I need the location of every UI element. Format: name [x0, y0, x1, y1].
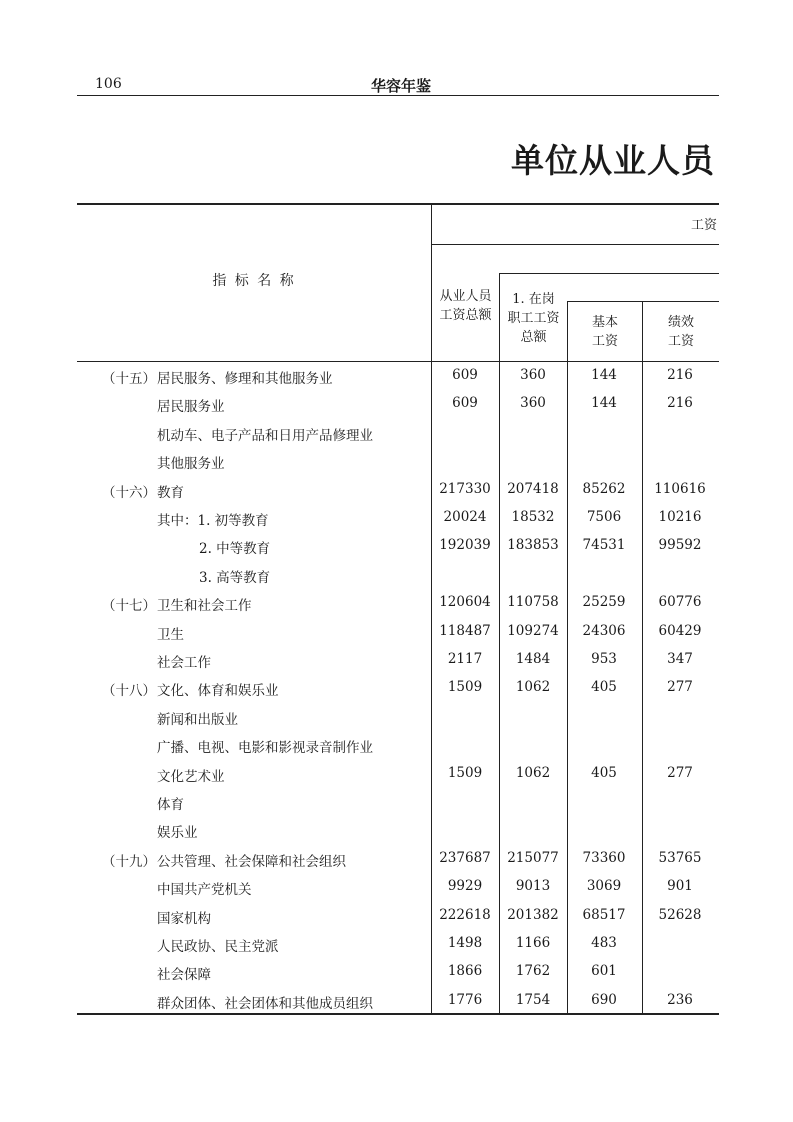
performance-wage-cell: 216 — [667, 367, 693, 383]
onpost-wage-cell: 109274 — [507, 623, 559, 639]
row-label: 新闻和出版业 — [157, 712, 238, 728]
total-wage-cell: 192039 — [439, 537, 491, 553]
row-prefix: （十六） — [102, 485, 156, 501]
performance-wage-cell: 99592 — [658, 537, 702, 553]
row-label: 2. 中等教育 — [199, 541, 271, 557]
page-title: 单位从业人员 — [511, 141, 715, 180]
total-wage-cell: 1776 — [447, 992, 483, 1008]
total-wage-cell: 217330 — [439, 481, 491, 497]
row-label: 其中：1. 初等教育 — [157, 513, 269, 529]
performance-wage-header — [643, 313, 719, 351]
row-label: 3. 高等教育 — [199, 570, 271, 586]
performance-wage-cell: 10216 — [658, 509, 702, 525]
row-label: 卫生 — [157, 627, 184, 643]
basic-wage-cell: 601 — [591, 963, 617, 979]
vrule-4 — [642, 301, 643, 1013]
row-label: 教育 — [157, 485, 184, 501]
performance-wage-cell: 110616 — [654, 481, 706, 497]
row-label: 人民政协、民主党派 — [157, 939, 279, 955]
basic-wage-cell: 405 — [591, 679, 617, 695]
performance-wage-cell: 347 — [667, 651, 693, 667]
basic-wage-header — [568, 313, 642, 351]
row-label: 卫生和社会工作 — [157, 598, 252, 614]
total-wage-cell: 2117 — [447, 651, 483, 667]
row-label: 中国共产党机关 — [157, 882, 252, 898]
total-wage-cell: 20024 — [443, 509, 487, 525]
basic-wage-cell: 74531 — [582, 537, 626, 553]
basic-wage-cell: 24306 — [582, 623, 626, 639]
onpost-wage-cell: 110758 — [507, 594, 559, 610]
row-prefix: （十七） — [102, 598, 156, 614]
basic-wage-cell: 405 — [591, 765, 617, 781]
total-wage-header-line-1: 从业人员 — [439, 289, 492, 304]
total-wage-cell: 237687 — [439, 850, 491, 866]
basic-wage-header-line-1: 基本 — [591, 315, 618, 330]
row-label: 社会工作 — [157, 655, 211, 671]
onpost-wage-cell: 1062 — [515, 765, 551, 781]
performance-wage-cell: 60776 — [658, 594, 702, 610]
onpost-wage-cell: 360 — [520, 395, 546, 411]
onpost-underline — [500, 273, 719, 274]
total-wage-header — [432, 287, 499, 325]
basic-wage-cell: 73360 — [582, 850, 626, 866]
row-label: 其他服务业 — [157, 456, 225, 472]
table-top-rule — [77, 203, 719, 205]
sub-underline — [567, 301, 719, 302]
row-label: 居民服务业 — [157, 399, 225, 415]
row-prefix: （十九） — [102, 854, 156, 870]
header-bottom-rule — [77, 361, 719, 362]
table-bottom-rule — [77, 1013, 719, 1015]
total-wage-header-line-2: 工资总额 — [439, 308, 492, 323]
onpost-wage-cell: 201382 — [507, 907, 559, 923]
total-wage-cell: 1866 — [447, 963, 483, 979]
performance-wage-header-line-1: 绩效 — [667, 315, 694, 330]
onpost-wage-cell: 215077 — [507, 850, 559, 866]
total-wage-cell: 1509 — [447, 765, 483, 781]
performance-wage-cell: 52628 — [658, 907, 702, 923]
performance-wage-cell: 277 — [667, 679, 693, 695]
basic-wage-header-line-2: 工资 — [591, 334, 618, 349]
vrule-2 — [499, 273, 500, 1013]
onpost-wage-cell: 1754 — [515, 992, 551, 1008]
row-label: 群众团体、社会团体和其他成员组织 — [157, 996, 373, 1012]
onpost-wage-cell: 207418 — [507, 481, 559, 497]
row-label: 广播、电视、电影和影视录音制作业 — [157, 740, 373, 756]
row-label: 机动车、电子产品和日用产品修理业 — [157, 428, 373, 444]
indicator-header: 指 标 名 称 — [212, 273, 296, 289]
basic-wage-cell: 953 — [591, 651, 617, 667]
basic-wage-cell: 483 — [591, 935, 617, 951]
row-label: 社会保障 — [157, 967, 211, 983]
onpost-wage-header-line-1: 1. 在岗 — [512, 292, 555, 307]
basic-wage-cell: 144 — [591, 395, 617, 411]
onpost-wage-cell: 1762 — [515, 963, 551, 979]
header-rule — [77, 95, 719, 96]
performance-wage-cell: 60429 — [658, 623, 702, 639]
basic-wage-cell: 3069 — [586, 878, 622, 894]
total-wage-cell: 1509 — [447, 679, 483, 695]
total-wage-cell: 222618 — [439, 907, 491, 923]
performance-wage-cell: 53765 — [658, 850, 702, 866]
row-label: 娱乐业 — [157, 825, 198, 841]
wage-group-header: 工资 — [690, 218, 717, 233]
page-number: 106 — [95, 76, 122, 92]
total-wage-cell: 9929 — [447, 878, 483, 894]
performance-wage-cell: 901 — [667, 878, 693, 894]
total-wage-cell: 1498 — [447, 935, 483, 951]
row-label: 体育 — [157, 797, 184, 813]
onpost-wage-cell: 1062 — [515, 679, 551, 695]
running-title: 华容年鉴 — [371, 77, 432, 95]
basic-wage-cell: 144 — [591, 367, 617, 383]
total-wage-cell: 120604 — [439, 594, 491, 610]
onpost-wage-cell: 360 — [520, 367, 546, 383]
total-wage-cell: 609 — [452, 395, 478, 411]
basic-wage-cell: 68517 — [582, 907, 626, 923]
performance-wage-header-line-2: 工资 — [667, 334, 694, 349]
basic-wage-cell: 25259 — [582, 594, 626, 610]
onpost-wage-cell: 18532 — [511, 509, 555, 525]
row-label: 居民服务、修理和其他服务业 — [157, 371, 333, 387]
onpost-wage-header-line-2: 职工工资 — [507, 311, 560, 326]
total-wage-cell: 609 — [452, 367, 478, 383]
onpost-wage-cell: 9013 — [515, 878, 551, 894]
row-label: 文化艺术业 — [157, 769, 225, 785]
row-label: 文化、体育和娱乐业 — [157, 683, 279, 699]
performance-wage-cell: 236 — [667, 992, 693, 1008]
basic-wage-cell: 7506 — [586, 509, 622, 525]
onpost-wage-cell: 183853 — [507, 537, 559, 553]
total-wage-cell: 118487 — [439, 623, 491, 639]
group-underline — [432, 244, 719, 245]
performance-wage-cell: 277 — [667, 765, 693, 781]
onpost-wage-header-line-3: 总额 — [520, 330, 547, 345]
performance-wage-cell: 216 — [667, 395, 693, 411]
row-prefix: （十八） — [102, 683, 156, 699]
row-label: 国家机构 — [157, 911, 211, 927]
row-label: 公共管理、社会保障和社会组织 — [157, 854, 346, 870]
onpost-wage-cell: 1484 — [515, 651, 551, 667]
basic-wage-cell: 690 — [591, 992, 617, 1008]
onpost-wage-cell: 1166 — [515, 935, 551, 951]
row-prefix: （十五） — [102, 371, 156, 387]
basic-wage-cell: 85262 — [582, 481, 626, 497]
onpost-wage-header — [500, 290, 567, 347]
